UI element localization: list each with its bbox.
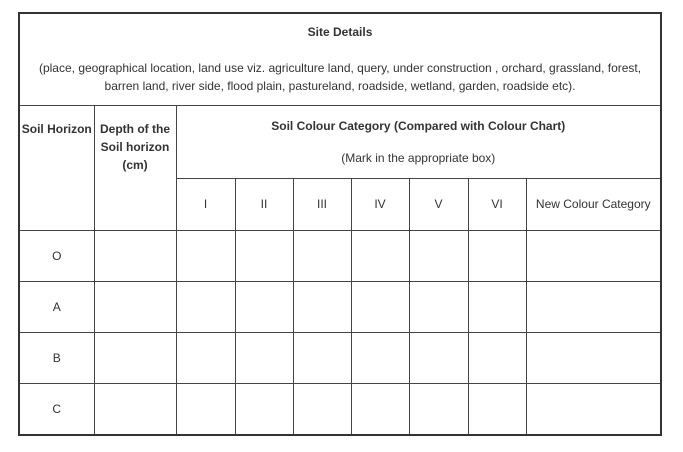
colour-cell[interactable]	[468, 281, 526, 332]
new-colour-cell[interactable]	[526, 281, 661, 332]
site-details-description: (place, geographical location, land use viz. agriculture land, query, under construction , orchard, grassland, forest, barren land, river side, flood plain, pastureland, roadside, wetland, garden, roadside etc).	[38, 60, 642, 93]
table-row	[19, 230, 661, 281]
soil-colour-form-table	[18, 12, 662, 436]
new-colour-cell[interactable]	[526, 230, 661, 281]
colour-cell[interactable]	[351, 332, 409, 383]
colour-col-6: VI	[468, 179, 526, 230]
table-row	[19, 332, 661, 383]
depth-cell[interactable]	[94, 332, 176, 383]
table-row	[19, 383, 661, 435]
colour-cell[interactable]	[351, 230, 409, 281]
colour-category-header	[176, 106, 661, 179]
colour-cell[interactable]	[409, 281, 468, 332]
site-details-title: Site Details	[307, 24, 373, 39]
colour-cell[interactable]	[409, 230, 468, 281]
colour-cell[interactable]	[351, 383, 409, 435]
depth-cell[interactable]	[94, 281, 176, 332]
colour-cell[interactable]	[176, 383, 235, 435]
header-row	[19, 106, 661, 179]
colour-col-3: III	[293, 179, 351, 230]
colour-cell[interactable]	[176, 332, 235, 383]
colour-cell[interactable]	[235, 281, 293, 332]
colour-cell[interactable]	[235, 383, 293, 435]
horizon-label: C	[19, 383, 94, 435]
site-details-row	[19, 13, 661, 106]
colour-cell[interactable]	[235, 230, 293, 281]
colour-cell[interactable]	[293, 230, 351, 281]
colour-cell[interactable]	[468, 332, 526, 383]
colour-col-4: IV	[351, 179, 409, 230]
horizon-label: B	[19, 332, 94, 383]
depth-cell[interactable]	[94, 230, 176, 281]
table-row	[19, 281, 661, 332]
colour-cell[interactable]	[176, 230, 235, 281]
depth-header: Depth of the Soil horizon (cm)	[94, 106, 176, 230]
colour-col-2: II	[235, 179, 293, 230]
soil-horizon-header: Soil Horizon	[19, 106, 94, 230]
colour-cell[interactable]	[409, 383, 468, 435]
colour-cell[interactable]	[293, 332, 351, 383]
colour-cell[interactable]	[409, 332, 468, 383]
colour-cell[interactable]	[293, 383, 351, 435]
colour-cell[interactable]	[176, 281, 235, 332]
new-colour-cell[interactable]	[526, 383, 661, 435]
new-colour-cell[interactable]	[526, 332, 661, 383]
colour-category-instruction: (Mark in the appropriate box)	[341, 151, 496, 166]
horizon-label: O	[19, 230, 94, 281]
colour-cell[interactable]	[351, 281, 409, 332]
colour-cell[interactable]	[468, 383, 526, 435]
site-details-cell	[19, 13, 661, 106]
colour-cell[interactable]	[293, 281, 351, 332]
depth-cell[interactable]	[94, 383, 176, 435]
colour-col-new: New Colour Category	[526, 179, 661, 230]
colour-col-5: V	[409, 179, 468, 230]
colour-category-title: Soil Colour Category (Compared with Colour Chart)	[271, 119, 566, 134]
colour-cell[interactable]	[468, 230, 526, 281]
colour-cell[interactable]	[235, 332, 293, 383]
colour-col-1: I	[176, 179, 235, 230]
horizon-label: A	[19, 281, 94, 332]
